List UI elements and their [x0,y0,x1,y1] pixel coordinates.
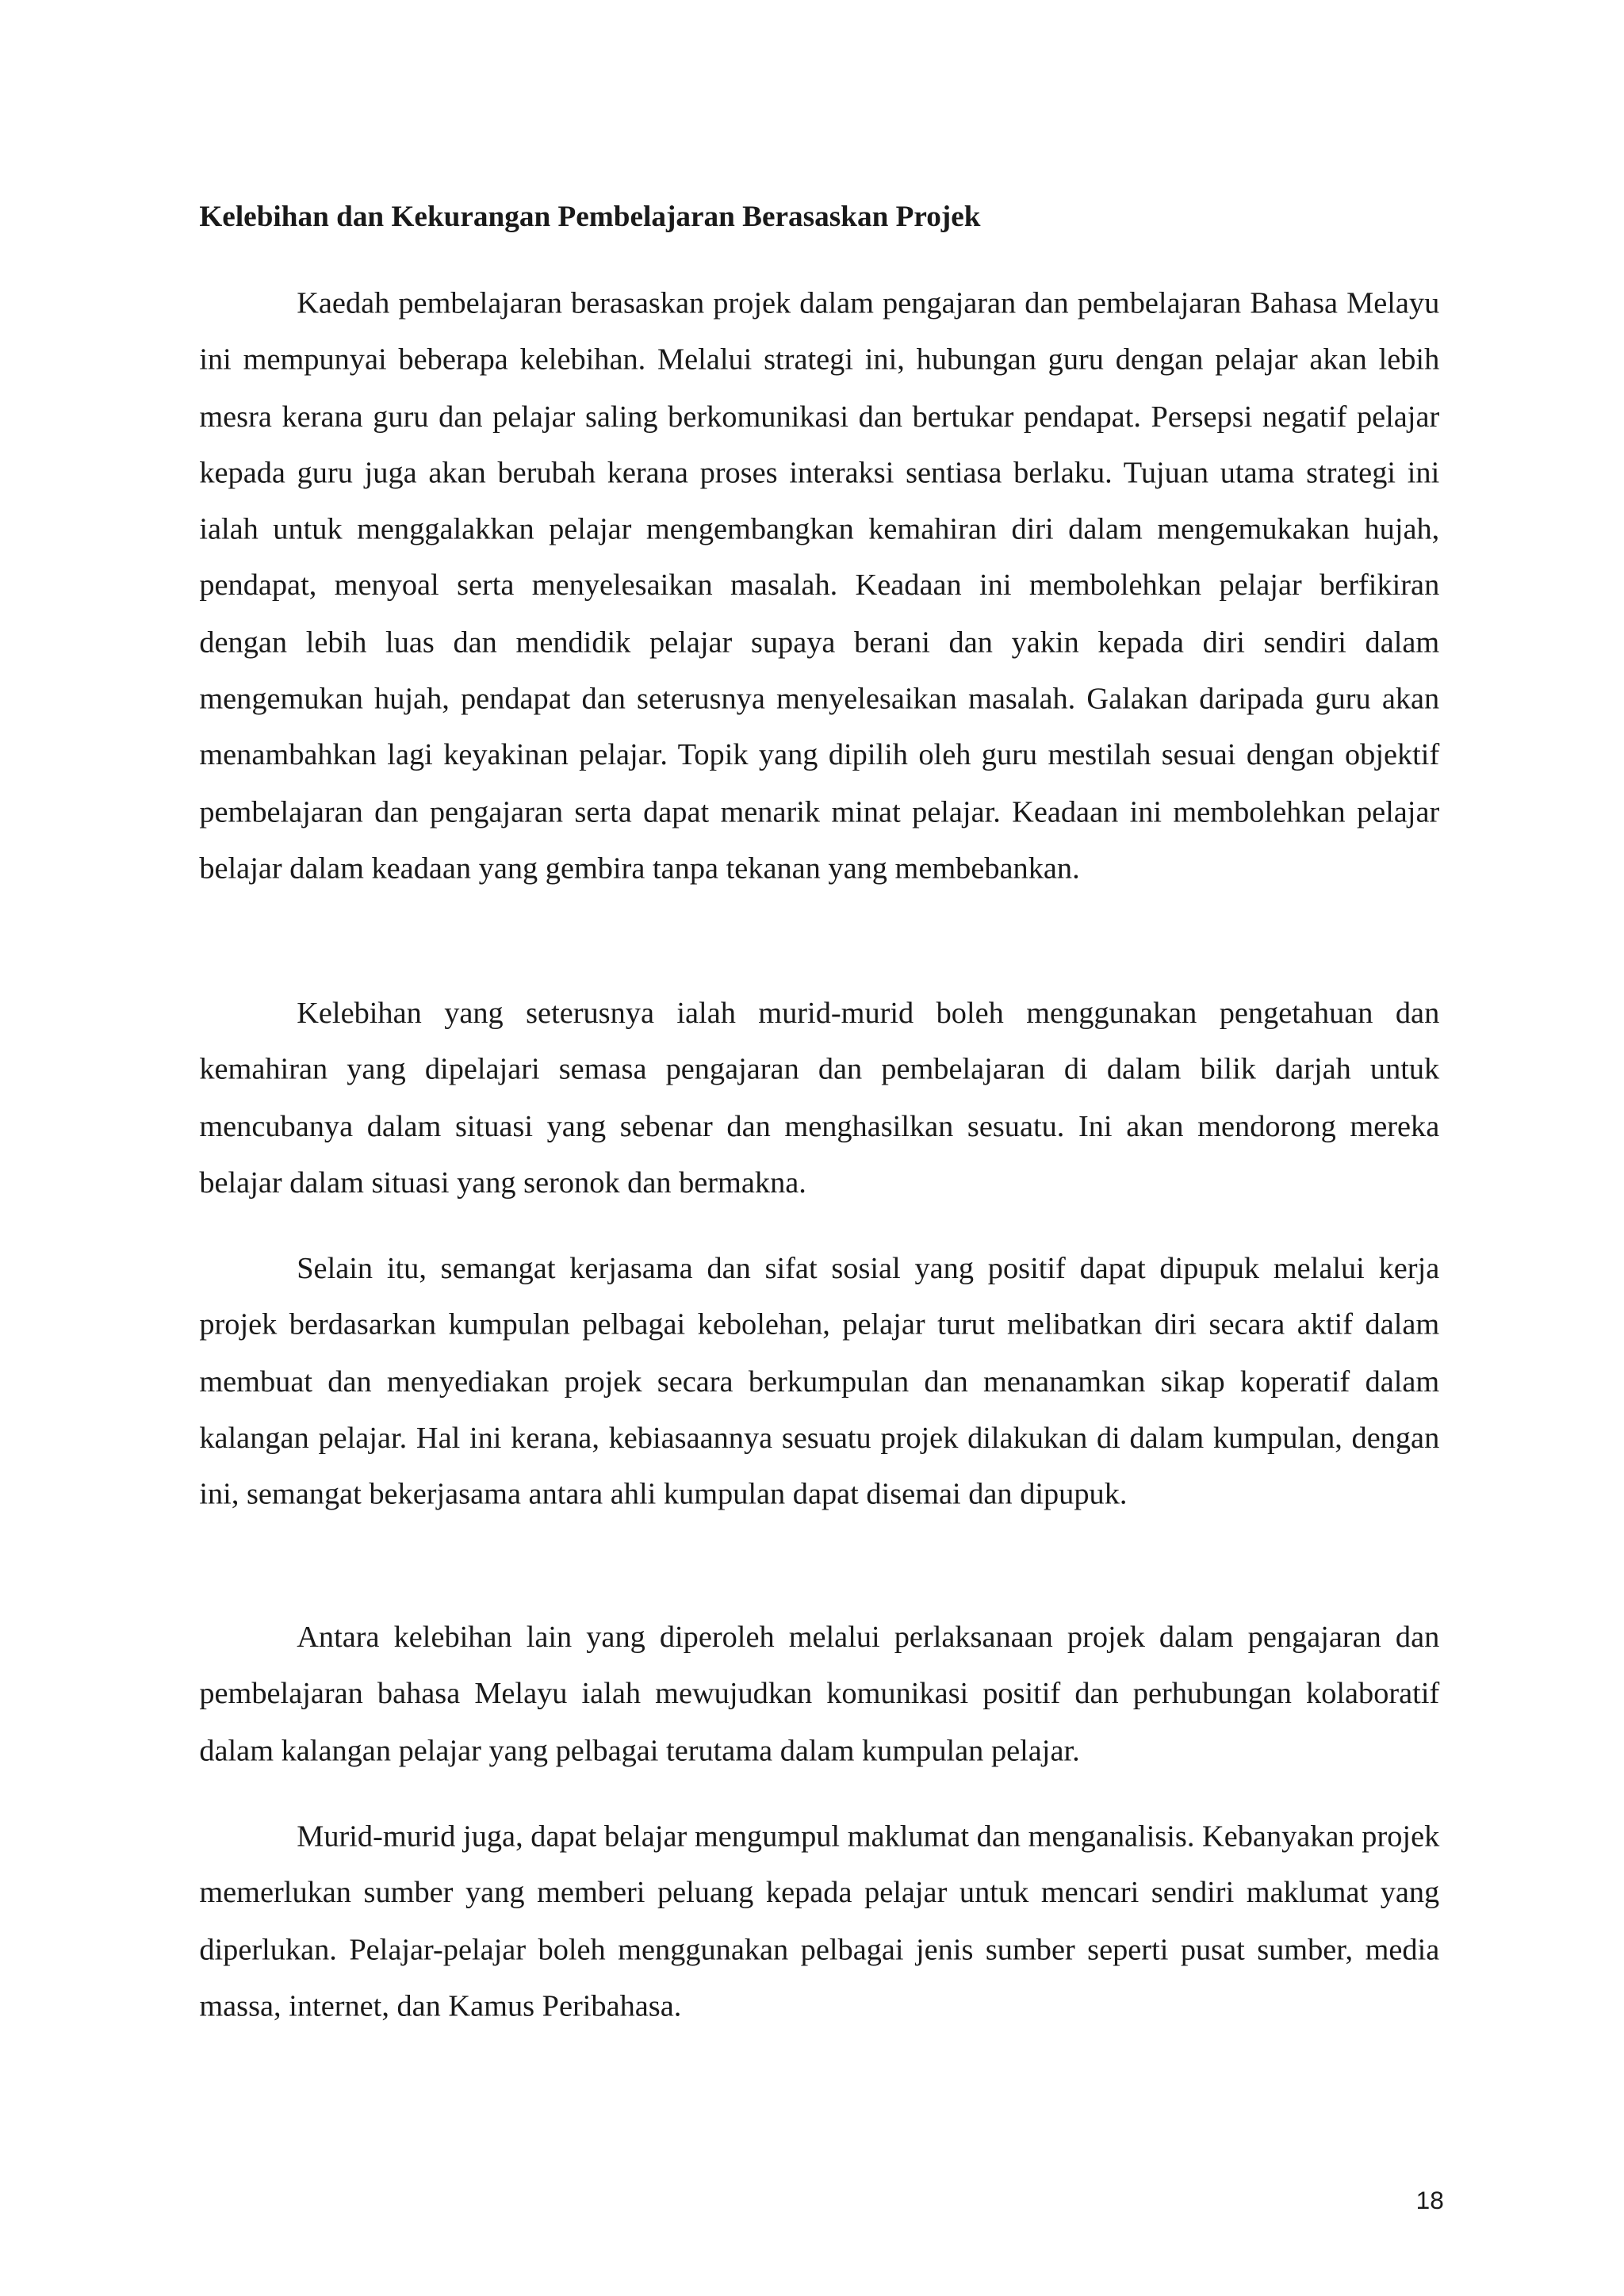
paragraph: Kaedah pembelajaran berasaskan projek dalam pengajaran dan pembelajaran Bahasa Melayu ini mempunyai beberapa kelebihan. Melalui strategi ini, hubungan guru dengan pelajar akan lebih mesra kerana guru dan pelajar saling berkomunikasi dan bertukar pendapat. Persepsi negatif pelajar kepada guru juga akan berubah kerana proses interaksi sentiasa berlaku. Tujuan utama strategi ini ialah untuk menggalakkan pelajar mengembangkan kemahiran diri dalam mengemukakan hujah, pendapat, menyoal serta menyelesaikan masalah. Keadaan ini membolehkan pelajar berfikiran dengan lebih luas dan mendidik pelajar supaya berani dan yakin kepada diri sendiri dalam mengemukan hujah, pendapat dan seterusnya menyelesaikan masalah. Galakan daripada guru akan menambahkan lagi keyakinan pelajar. Topik yang dipilih oleh guru mestilah sesuai dengan objektif pembelajaran dan pengajaran serta dapat menarik minat pelajar. Keadaan ini membolehkan pelajar belajar dalam keadaan yang gembira tanpa tekanan yang membebankan. [199,287,1440,886]
paragraph: Kelebihan yang seterusnya ialah murid-murid boleh menggunakan pengetahuan dan kemahiran yang dipelajari semasa pengajaran dan pembelajaran di dalam bilik darjah untuk mencubanya dalam situasi yang sebenar dan menghasilkan sesuatu. Ini akan mendorong mereka belajar dalam situasi yang seronok dan bermakna. [199,997,1440,1200]
paragraph: Antara kelebihan lain yang diperoleh melalui perlaksanaan projek dalam pengajaran dan pembelajaran bahasa Melayu ialah mewujudkan komunikasi positif dan perhubungan kolaboratif dalam kalangan pelajar yang pelbagai terutama dalam kumpulan pelajar. [199,1621,1440,1767]
paragraph: Murid-murid juga, dapat belajar mengumpul maklumat dan menganalisis. Kebanyakan projek memerlukan sumber yang memberi peluang kepada pelajar untuk mencari sendiri maklumat yang diperlukan. Pelajar-pelajar boleh menggunakan pelbagai jenis sumber seperti pusat sumber, media massa, internet, dan Kamus Peribahasa. [199,1820,1440,2023]
section-heading: Kelebihan dan Kekurangan Pembelajaran Berasaskan Projek [199,201,981,234]
page-number: 18 [1415,2187,1444,2215]
paragraph: Selain itu, semangat kerjasama dan sifat sosial yang positif dapat dipupuk melalui kerja projek berdasarkan kumpulan pelbagai kebolehan, pelajar turut melibatkan diri secara aktif dalam membuat dan menyediakan projek secara berkumpulan dan menanamkan sikap koperatif dalam kalangan pelajar. Hal ini kerana, kebiasaannya sesuatu projek dilakukan di dalam kumpulan, dengan ini, semangat bekerjasama antara ahli kumpulan dapat disemai dan dipupuk. [199,1253,1440,1512]
